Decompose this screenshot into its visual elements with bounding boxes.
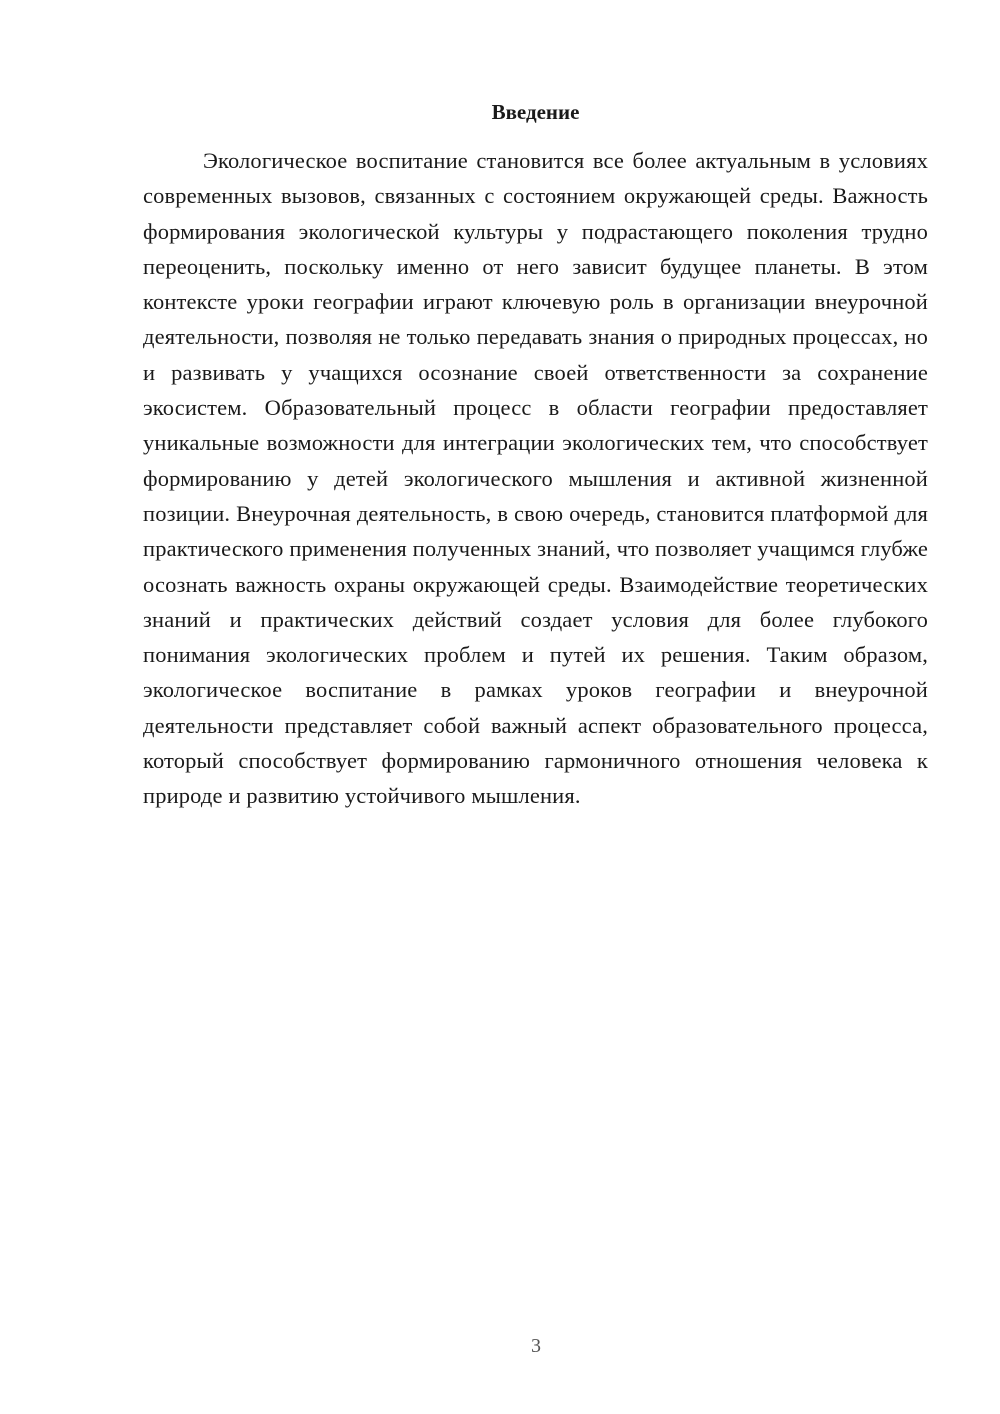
section-heading: Введение	[491, 100, 580, 124]
page-number: 3	[531, 1335, 541, 1357]
body-paragraph: Экологическое воспитание становится все более актуальным в условиях современных вызовов, связанных с состоянием окружающей среды. Важность формирования экологической культуры у подрастающего поколения трудно переоценить, поскольку именно от него зависит будущее планеты. В этом контексте уроки географии играют ключевую роль в организации внеурочной деятельности, позволяя не только передавать знания о природных процессах, но и развивать у учащихся осознание своей ответственности за сохранение экосистем. Образовательный процесс в области географии предоставляет уникальные возможности для интеграции экологических тем, что способствует формированию у детей экологического мышления и активной жизненной позиции. Внеурочная деятельность, в свою очередь, становится платформой для практического применения полученных знаний, что позволяет учащимся глубже осознать важность охраны окружающей среды. Взаимодействие теоретических знаний и практических действий создает условия для более глубокого понимания экологических проблем и путей их решения. Таким образом, экологическое воспитание в рамках уроков географии и внеурочной деятельности представляет собой важный аспект образовательного процесса, который способствует формированию гармоничного отношения человека к природе и развитию устойчивого мышления.	[143, 148, 928, 809]
